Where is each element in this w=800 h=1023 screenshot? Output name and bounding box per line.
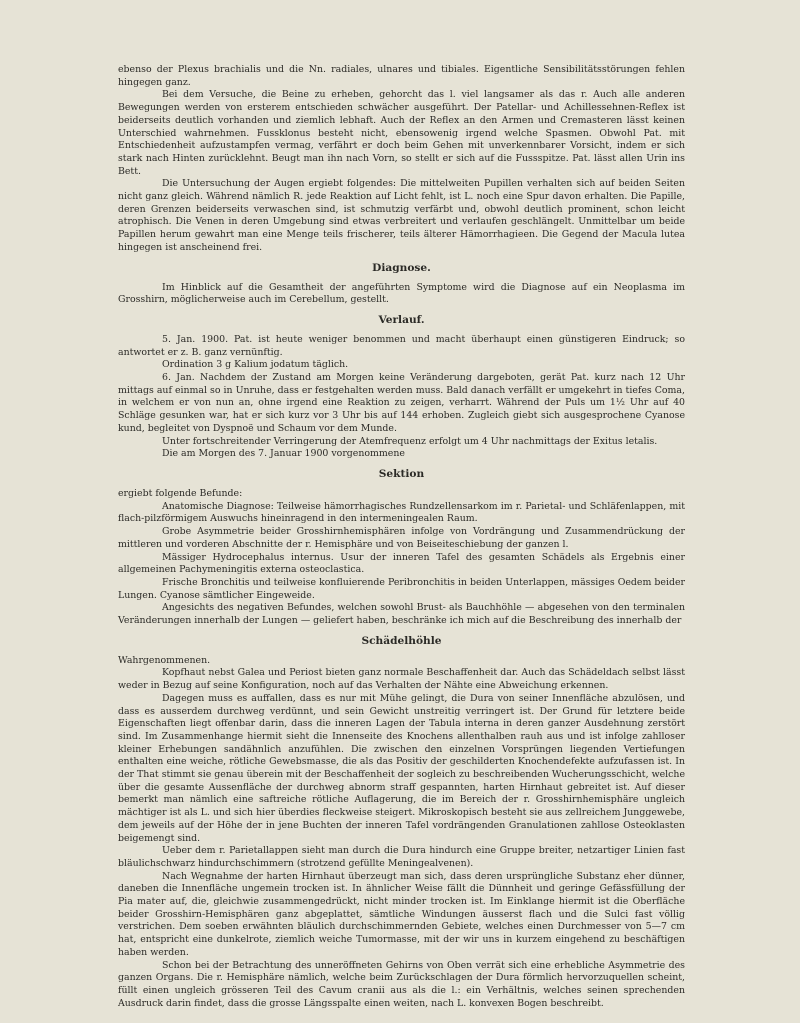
paragraph: ergiebt folgende Befunde: [118, 487, 243, 499]
paragraph: Im Hinblick auf die Gesamtheit der angeführten Symptome wird die Diagnose auf ein Neoplasma im Grosshirn, möglicherweise auch im Cerebellum, gestellt. [118, 281, 685, 306]
paragraph: Ordination 3 g Kalium jodatum täglich. [162, 359, 349, 371]
text-column [118, 64, 685, 1010]
paragraph: Die Untersuchung der Augen ergiebt folgendes: Die mittelweiten Pupillen verhalten sich auf beiden Seiten nicht ganz gleich. Während nämlich R. jede Reaktion auf Licht fehlt, ist L. noch eine Spur davon erhalten. Die Papille, deren Grenzen beiderseits verwaschen sind, ist schmutzig verfärbt und, obwohl deutlich prominent, schon leicht atrophisch. Die Venen in deren Umgebung sind etwas verbreitert und verlaufen geschlängelt. Unmittelbar um beide Papillen herum gewahrt man eine Menge teils frischerer, teils älterer Hämorrhagieen. Die Gegend der Macula lutea hingegen ist anscheinend frei. [118, 178, 685, 253]
paragraph: Die am Morgen des 7. Januar 1900 vorgenommene [162, 448, 405, 460]
paragraph: Kopfhaut nebst Galea und Periost bieten ganz normale Beschaffenheit dar. Auch das Schädeldach selbst lässt weder in Bezug auf seine Konfiguration, noch auf das Verhalten der Nähte eine Abweichung erkennen. [118, 667, 685, 692]
paragraph: 5. Jan. 1900. Pat. ist heute weniger benommen und macht überhaupt einen günstigeren Eindruck; so antwortet er z. B. ganz vernünftig. [118, 333, 685, 358]
paragraph: Wahrgenommenen. [118, 654, 211, 666]
paragraph: Dagegen muss es auffallen, dass es nur mit Mühe gelingt, die Dura von seiner Innenfläche abzulösen, und dass es ausserdem durchweg verdünnt, und sein Gewicht unstreitig verringert ist. Der Grund für letztere beide Eigenschaften liegt offenbar darin, dass die inneren Lagen der Tabula interna in deren ganzer Ausdehnung zerstört sind. Im Zusammenhange hiermit sieht die Innenseite des Knochens allenthalben rauh aus und ist infolge zahlloser kleiner Erhebungen sandähnlich anzufühlen. Die zwischen den einzelnen Vorsprüngen liegenden Vertiefungen enthalten eine weiche, rötliche Gewebsmasse, die als das Positiv der geschilderten Knochendefekte aufzufassen ist. In der That stimmt sie genau überein mit der Beschaffenheit der sogleich zu beschreibenden Wucherungsschicht, welche über die gesamte Aussenfläche der durchweg abnorm straff gespannten, harten Hirnhaut gebreitet ist. Auf dieser bemerkt man nämlich eine saftreiche rötliche Auflagerung, die im Bereich der r. Grosshirnhemisphäre ungleich mächtiger ist als L. und sich hier überdies fleckweise steigert. Mikroskopisch besteht sie aus zellreichem Junggewebe, dem jeweils auf der Höhe der in jene Buchten der inneren Tafel vordrängenden Granulationen zahllose Osteoklasten beigemengt sind. [118, 692, 685, 844]
section-heading-verlauf: Verlauf. [378, 313, 425, 326]
section-heading-sektion: Sektion [378, 467, 425, 480]
paragraph: Anatomische Diagnose: Teilweise hämorrhagisches Rundzellensarkom im r. Parietal- und Schläfenlappen, mit flach-pilzförmigem Auswuchs hineinragend in den intermeningealen Raum. [118, 500, 685, 525]
paragraph: Schon bei der Betrachtung des unneröffneten Gehirns von Oben verrät sich eine erhebliche Asymmetrie des ganzen Organs. Die r. Hemisphäre nämlich, welche beim Zurückschlagen der Dura förmlich hervorzuquellen scheint, füllt einen ungleich grösseren Teil des Cavum cranii aus als die l.: ein Verhältnis, welches seinen sprechenden Ausdruck darin findet, dass die grosse Längsspalte einen weiten, nach L. konvexen Bogen beschreibt. [118, 959, 685, 1009]
paragraph: Grobe Asymmetrie beider Grosshirnhemisphären infolge von Vordrängung und Zusammendrückung der mittleren und vorderen Abschnitte der r. Hemisphäre und von Beiseiteschiebung der ganzen l. [118, 526, 685, 550]
paragraph: Angesichts des negativen Befundes, welchen sowohl Brust- als Bauchhöhle — abgesehen von den terminalen Veränderungen innerhalb der Lungen — geliefert haben, beschränke ich mich auf die Beschreibung des innerhalb der [118, 602, 685, 627]
section-heading-diagnose: Diagnose. [372, 261, 431, 274]
paragraph: Unter fortschreitender Verringerung der Atemfrequenz erfolgt um 4 Uhr nachmittags der Exitus letalis. [162, 435, 658, 447]
paragraph: Mässiger Hydrocephalus internus. Usur der inneren Tafel des gesamten Schädels als Ergebnis einer allgemeinen Pachymeningitis externa osteoclastica. [118, 551, 685, 576]
paragraph: Ueber dem r. Parietallappen sieht man durch die Dura hindurch eine Gruppe breiter, netzartiger Linien fast bläulichschwarz hindurchschimmern (strotzend gefüllte Meningealvenen). [118, 845, 685, 869]
paragraph: 6. Jan. Nachdem der Zustand am Morgen keine Veränderung dargeboten, gerät Pat. kurz nach 12 Uhr mittags auf einmal so in Unruhe, dass er festgehalten werden muss. Bald danach verfällt er umgekehrt in tiefes Coma, in welchem er von nun an, ohne irgend eine Reaktion zu zeigen, verharrt. Während der Puls um 1½ Uhr auf 40 Schläge gesunken war, hat er sich kurz vor 3 Uhr bis auf 144 erhoben. Zugleich giebt sich ausgesprochene Cyanose kund, begleitet von Dyspnoë und Schaum vor dem Munde. [118, 372, 685, 434]
paragraph: Frische Bronchitis und teilweise konfluierende Peribronchitis in beiden Unterlappen, mässiges Oedem beider Lungen. Cyanose sämtlicher Eingeweide. [118, 576, 685, 601]
paragraph: Nach Wegnahme der harten Hirnhaut überzeugt man sich, dass deren ursprüngliche Substanz eher dünner, daneben die Innenfläche ungemein trocken ist. In ähnlicher Weise fällt die Dünnheit und geringe Gefässfüllung der Pia mater auf, die, gleichwie zusammengedrückt, nicht minder trocken ist. Im Einklange hiermit ist die Oberfläche beider Grosshirn-Hemisphären ganz abgeplattet, sämtliche Windungen äusserst flach und die Sulci fast völlig verstrichen. Dem soeben erwähnten bläulich durchschimmernden Gebiete, welches einen Durchmesser von 5—7 cm hat, entspricht eine dunkelrote, ziemlich weiche Tumormasse, mit der wir uns in kurzem eingehend zu beschäftigen haben werden. [118, 870, 685, 958]
section-heading-schaedelhoehle: Schädelhöhle [361, 634, 442, 647]
paragraph: ebenso der Plexus brachialis und die Nn. radiales, ulnares und tibiales. Eigentliche Sensibilitätsstörungen fehlen hingegen ganz. [118, 64, 685, 88]
paragraph: Bei dem Versuche, die Beine zu erheben, gehorcht das l. viel langsamer als das r. Auch alle anderen Bewegungen werden von ersterem entschieden schwächer ausgeführt. Der Patellar- und Achillessehnen-Reflex ist beiderseits deutlich vorhanden und ziemlich lebhaft. Auch der Reflex an den Armen und Cremasteren lässt keinen Unterschied wahrnehmen. Fussklonus besteht nicht, ebensowenig irgend welche Spasmen. Obwohl Pat. mit Entschiedenheit aufzustampfen vermag, verfährt er doch beim Gehen mit unverkennbarer Vorsicht, indem er sich stark nach Hinten zurücklehnt. Beugt man ihn nach Vorn, so stellt er sich auf die Fussspitze. Pat. lässt allen Urin ins Bett. [118, 89, 685, 177]
